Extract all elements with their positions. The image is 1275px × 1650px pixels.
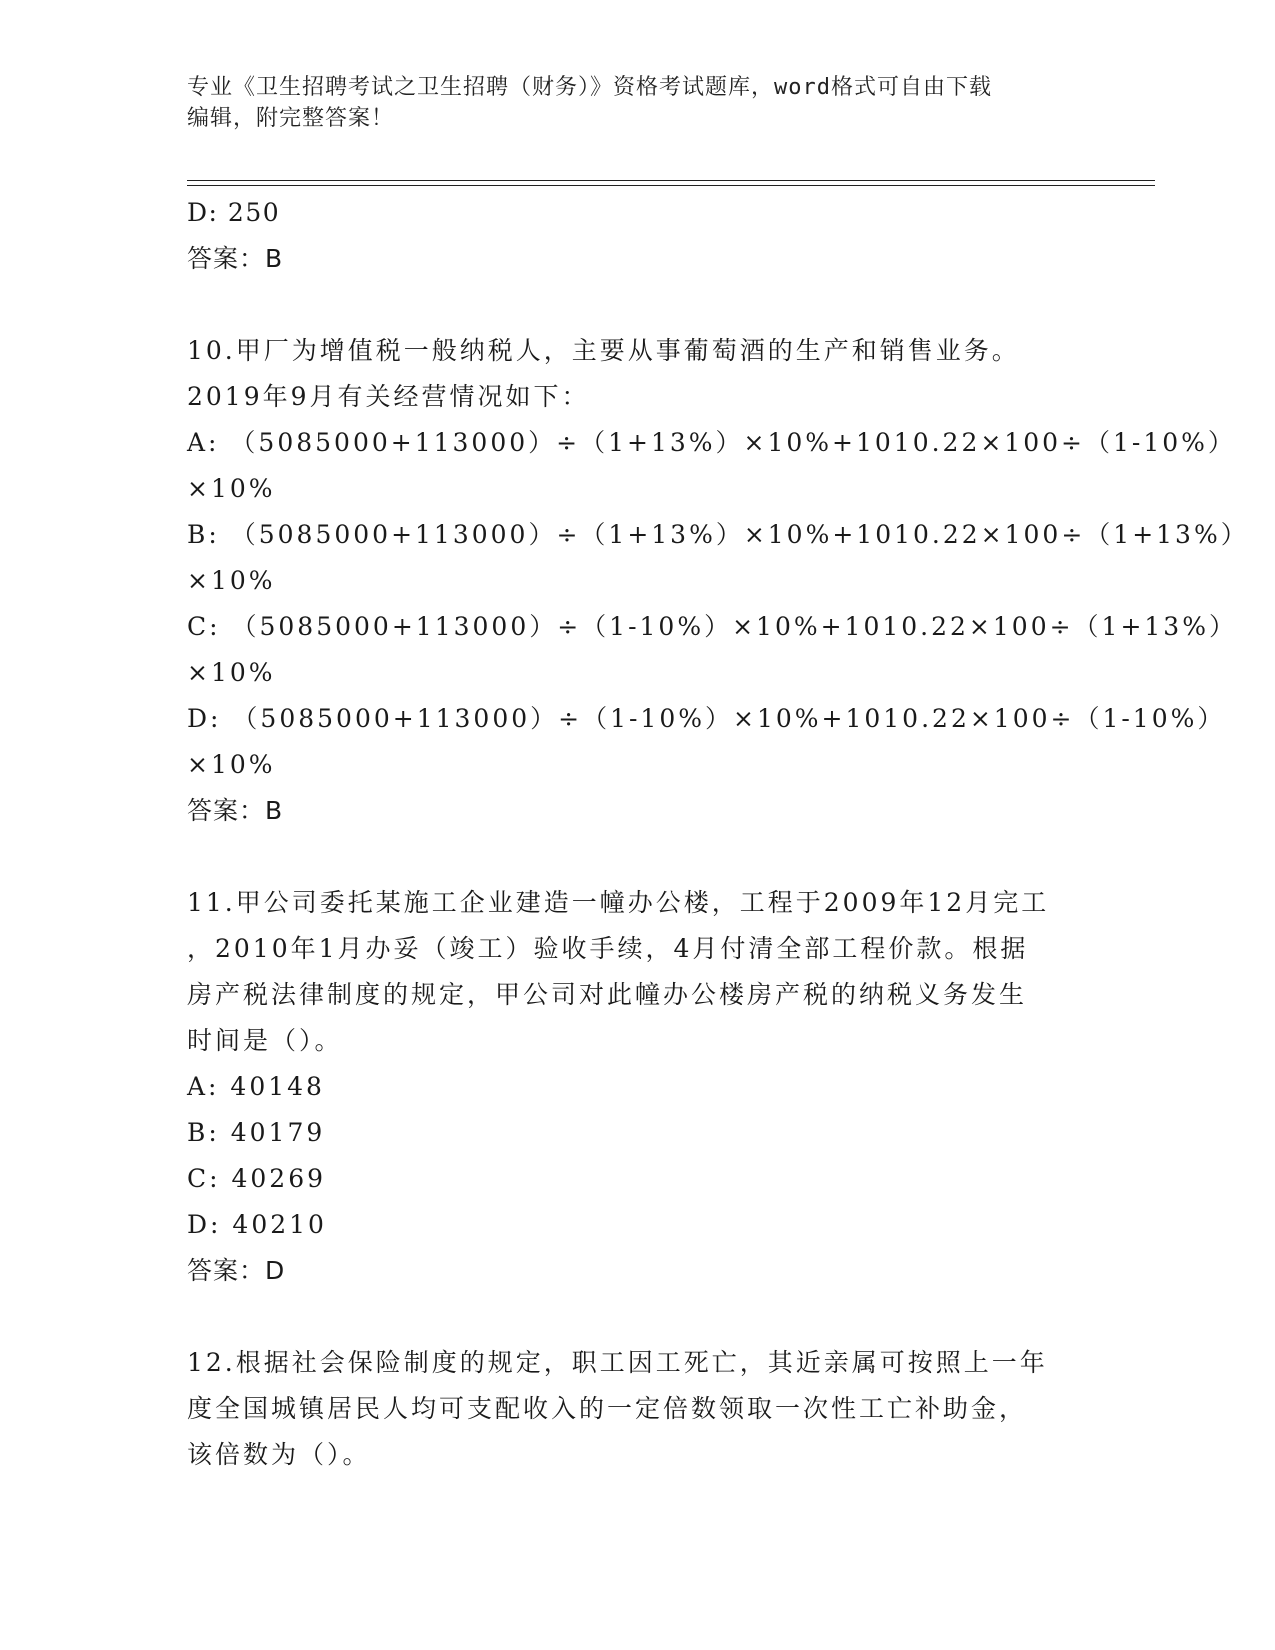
option-b-continued: ×10% (187, 566, 276, 595)
option-b: B: 40179 (187, 1118, 326, 1147)
header-line-1: 专业《卫生招聘考试之卫生招聘（财务）》资格考试题库，word格式可自由下载 (187, 75, 992, 100)
answer-line: 答案：D (187, 1256, 286, 1285)
spacer (187, 1294, 1087, 1340)
question-9-tail (187, 190, 1087, 282)
option-d: D: 250 (187, 198, 281, 227)
question-stem-line: 房产税法律制度的规定，甲公司对此幢办公楼房产税的纳税义务发生 (187, 980, 1028, 1009)
spacer (187, 282, 1087, 328)
option-c: C: 40269 (187, 1164, 327, 1193)
spacer (187, 834, 1087, 880)
answer-line: 答案：B (187, 244, 284, 273)
document-body (187, 190, 1249, 1478)
header-divider-top (187, 180, 1155, 181)
option-a: A: （5085000+113000）÷（1+13%）×10%+1010.22×100÷（1-10%） (187, 428, 1236, 457)
question-stem-line: 12.根据社会保险制度的规定，职工因工死亡，其近亲属可按照上一年 (187, 1348, 1048, 1377)
question-stem-line: 度全国城镇居民人均可支配收入的一定倍数领取一次性工亡补助金， (187, 1394, 1028, 1423)
option-c-continued: ×10% (187, 658, 276, 687)
question-12 (187, 1340, 1087, 1478)
header-line-2: 编辑，附完整答案！ (187, 106, 395, 131)
option-d: D: 40210 (187, 1210, 327, 1239)
option-b: B: （5085000+113000）÷（1+13%）×10%+1010.22×100÷（1+13%） (187, 520, 1249, 549)
question-stem-line: 时间是（）。 (187, 1026, 343, 1055)
question-stem-line: ，2010年1月办妥（竣工）验收手续，4月付清全部工程价款。根据 (187, 934, 1029, 963)
question-11 (187, 880, 1087, 1294)
option-c: C: （5085000+113000）÷（1-10%）×10%+1010.22×100÷（1+13%） (187, 612, 1237, 641)
question-stem-line: 11.甲公司委托某施工企业建造一幢办公楼，工程于2009年12月完工 (187, 888, 1050, 917)
option-a: A: 40148 (187, 1072, 325, 1101)
question-stem-line: 2019年9月有关经营情况如下： (187, 382, 590, 411)
option-d: D: （5085000+113000）÷（1-10%）×10%+1010.22×100÷（1-10%） (187, 704, 1226, 733)
option-a-continued: ×10% (187, 474, 276, 503)
answer-line: 答案：B (187, 796, 284, 825)
document-header (187, 72, 1087, 134)
question-10 (187, 328, 1249, 834)
header-divider-bottom (187, 185, 1155, 186)
option-d-continued: ×10% (187, 750, 276, 779)
question-stem-line: 10.甲厂为增值税一般纳税人，主要从事葡萄酒的生产和销售业务。 (187, 336, 1020, 365)
question-stem-line: 该倍数为（）。 (187, 1440, 371, 1469)
